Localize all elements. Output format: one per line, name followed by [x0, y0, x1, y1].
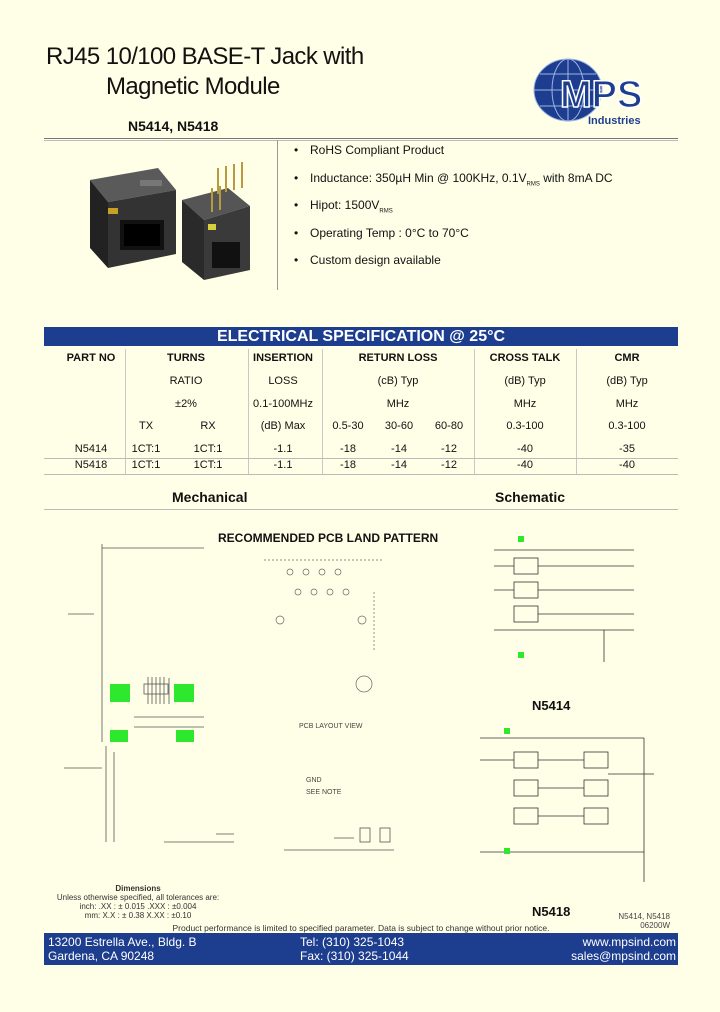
led-green	[518, 652, 524, 658]
logo-subtitle: Industries	[588, 115, 641, 127]
svg-text:SEE NOTE: SEE NOTE	[306, 789, 342, 796]
schematic-label-n5414: N5414	[532, 698, 571, 713]
title-line-1: RJ45 10/100 BASE-T Jack with	[46, 43, 364, 70]
section-mechanical: Mechanical	[172, 489, 248, 505]
spec-title-bar: ELECTRICAL SPECIFICATION @ 25°C	[44, 327, 678, 346]
divider	[44, 509, 678, 510]
feature-item: • Operating Temp : 0°C to 70°C	[294, 225, 469, 240]
pcb-pad	[110, 730, 128, 742]
divider-vertical	[277, 140, 278, 290]
footer-bar	[44, 933, 678, 965]
table-header-row: RATIO LOSS (cB) Typ (dB) Typ (dB) Typ	[169, 375, 648, 387]
pcb-land-pattern	[264, 560, 384, 692]
feature-item: • RoHS Compliant Product	[294, 143, 445, 157]
pcb-land-pattern-title: RECOMMENDED PCB LAND PATTERN	[218, 531, 439, 545]
schematic-label-n5418: N5418	[532, 904, 571, 919]
table-header-row: PART NO TURNS INSERTION RETURN LOSS CROSS TALK CMR	[66, 352, 640, 364]
fax: Fax: (310) 325-1044	[300, 949, 409, 963]
row-divider	[44, 474, 678, 475]
table-header-row: TX RX (dB) Max 0.5-30 30-60 60-80 0.3-100 0.3-100	[138, 420, 646, 432]
mechanical-and-schematic-drawing	[44, 512, 678, 912]
feature-item: • Inductance: 350µH Min @ 100KHz, $0.1V_{RMS}$ with 8mA DC	[294, 170, 613, 187]
led-green	[504, 728, 510, 734]
address-line-2: Gardena, CA 90248	[48, 949, 155, 963]
part-numbers: N5414, N5418	[128, 118, 219, 134]
schematic-n5418	[480, 738, 654, 882]
dimensions-note: Dimensions Unless otherwise specified, all tolerances are: inch: .XX : ± 0.015 .XXX : ±0.004 mm: X.X : ± 0.38 X.XX : ±0.10	[56, 884, 220, 920]
title-line-2: Magnetic Module	[106, 73, 280, 100]
table-row: N5418 1CT:1 1CT:1 -1.1 -18 -14 -12 -40 -40	[74, 459, 635, 471]
svg-text:GND: GND	[306, 777, 322, 784]
feature-list	[290, 142, 613, 280]
website-link[interactable]: www.mpsind.com	[582, 935, 676, 949]
led-green	[504, 848, 510, 854]
telephone: Tel: (310) 325-1043	[300, 935, 405, 949]
address-line-1: 13200 Estrella Ave., Bldg. B	[48, 935, 197, 949]
divider	[44, 138, 678, 139]
logo-letters: MPS	[560, 74, 643, 116]
disclaimer: Product performance is limited to specified parameter. Data is subject to change without prior notice.	[172, 923, 550, 933]
feature-item: • Custom design available	[294, 253, 441, 267]
mechanical-drawing	[64, 544, 234, 842]
svg-text:PCB LAYOUT VIEW: PCB LAYOUT VIEW	[299, 723, 363, 730]
pcb-pad	[174, 684, 194, 702]
feature-item: • Hipot: $1500V_{RMS}$	[294, 198, 393, 215]
table-row: N5414 1CT:1 1CT:1 -1.1 -18 -14 -12 -40 -35	[74, 443, 635, 455]
product-photo	[78, 150, 268, 290]
led-green	[518, 536, 524, 542]
pcb-pad	[176, 730, 194, 742]
mps-industries-logo	[520, 54, 660, 134]
revision-code: N5414, N5418 06200W	[618, 912, 670, 930]
pcb-side-view	[284, 828, 394, 850]
pcb-pad	[110, 684, 130, 702]
schematic-n5414	[494, 550, 634, 662]
table-header-row: ±2% 0.1-100MHz MHz MHz MHz	[175, 398, 639, 410]
section-schematic: Schematic	[495, 489, 566, 505]
row-divider	[44, 458, 678, 459]
divider	[44, 140, 678, 141]
email-link[interactable]: sales@mpsind.com	[571, 949, 676, 963]
document-title	[46, 42, 364, 102]
